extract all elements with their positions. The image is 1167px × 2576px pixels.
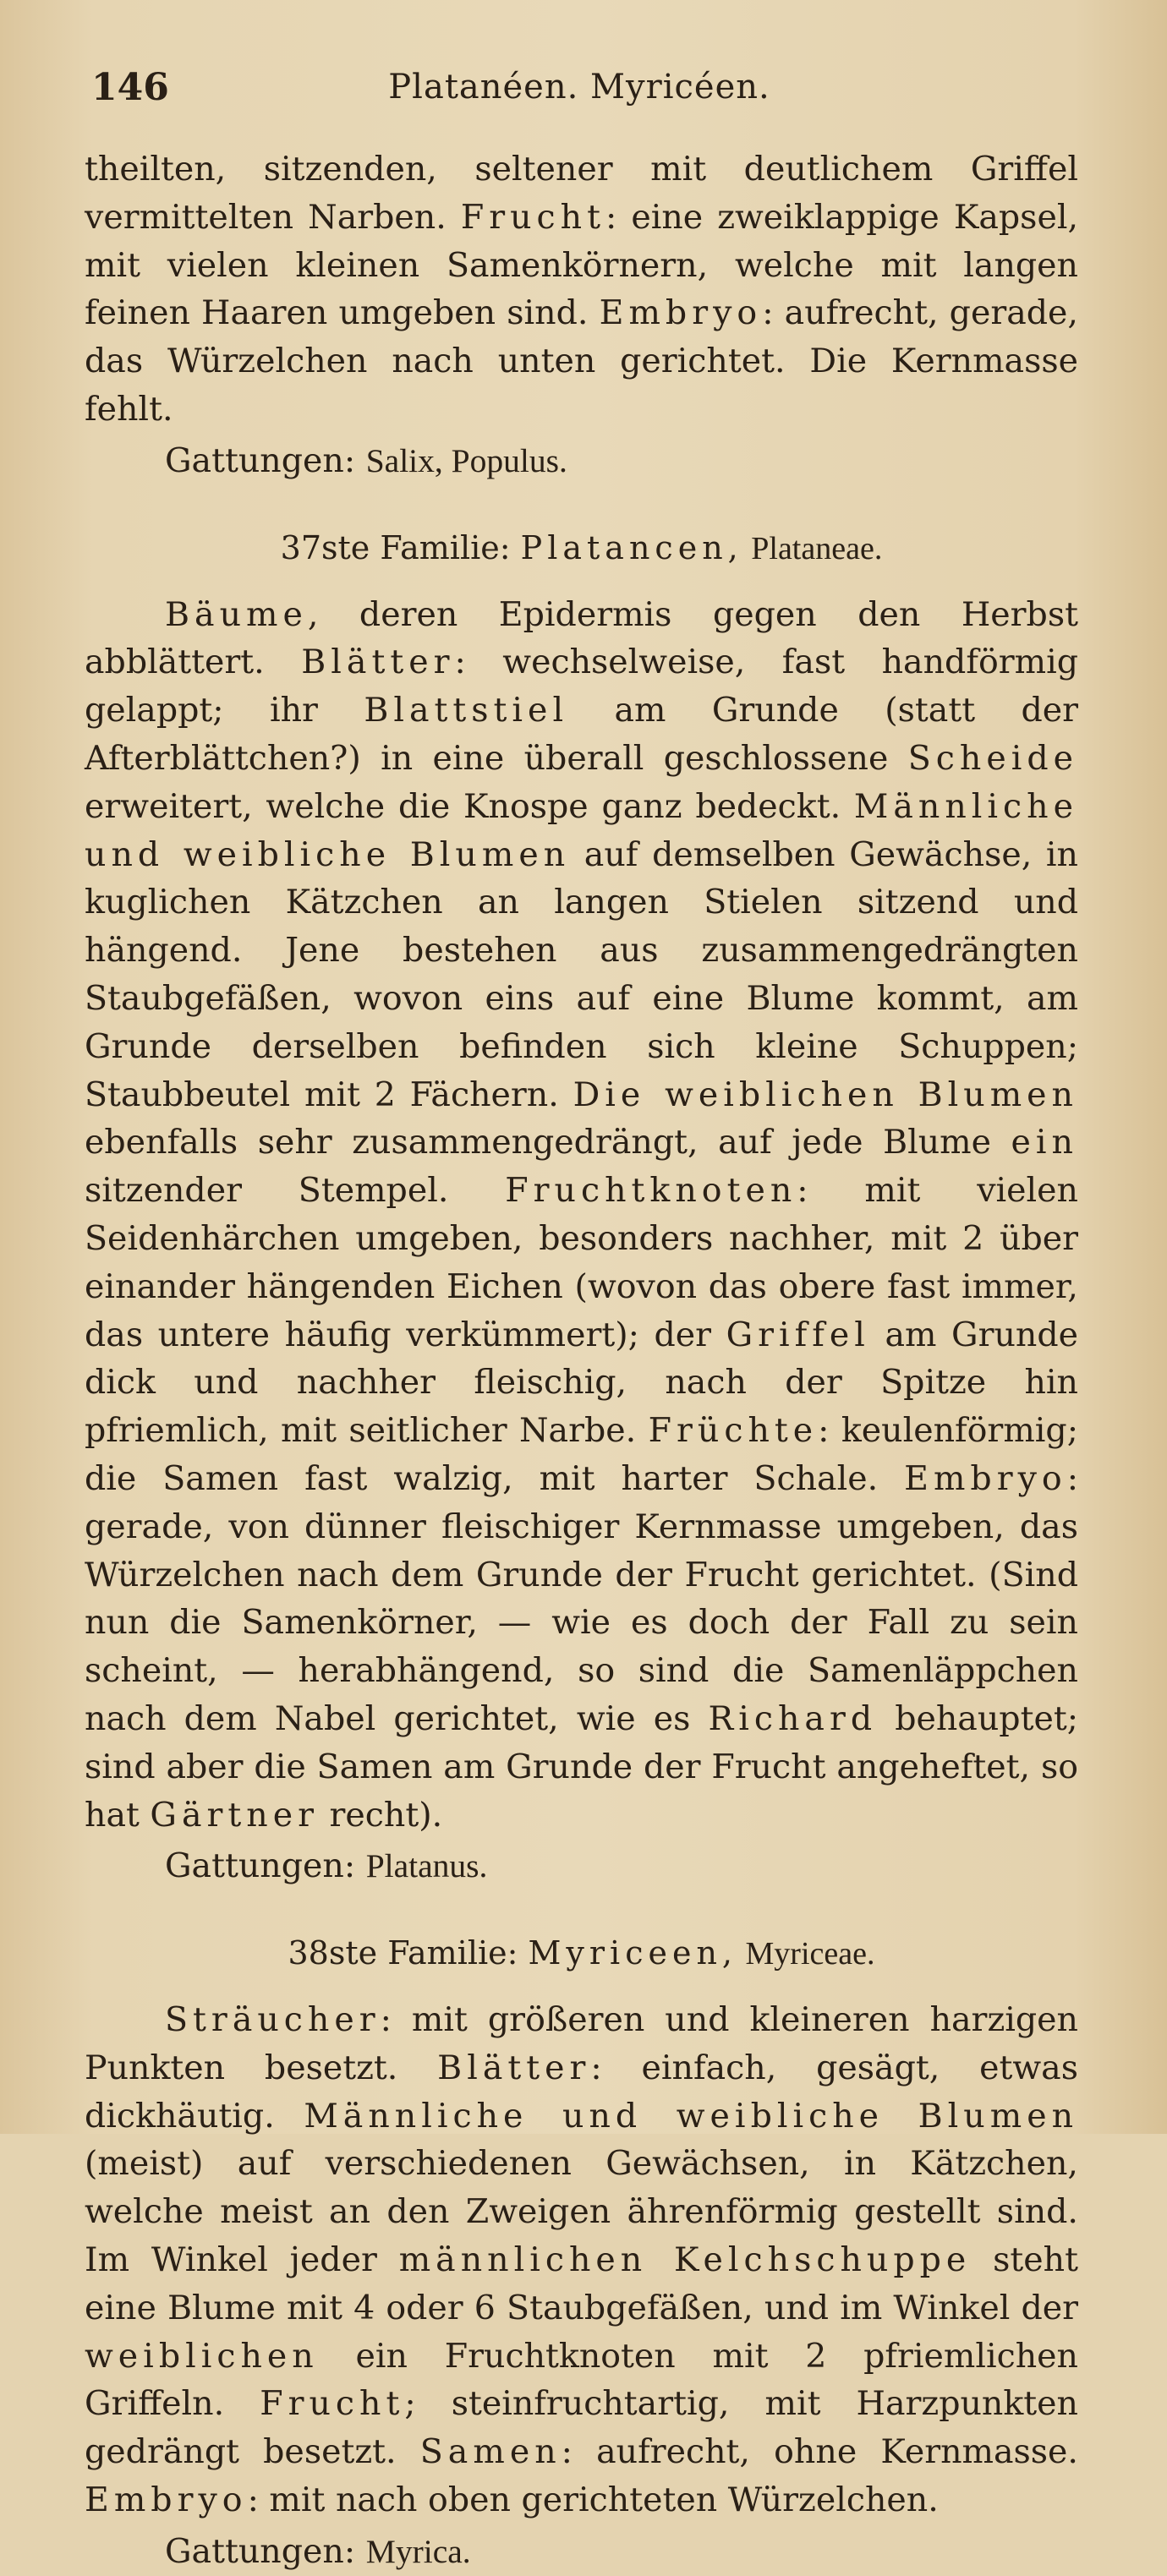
genera-line-salicineae: Gattungen: Salix, Populus. (165, 440, 567, 480)
page-header (85, 66, 1074, 117)
page-body (85, 145, 1078, 2576)
family-37-heading: 37ste Familie: Platancen, Plataneae. (280, 528, 883, 566)
salicineae-continuation: theilten, sitzenden, seltener mit deutlichem Griffel vermittelten Narben. Frucht: eine zweiklappige Kapsel, mit vielen kleinen Samenkörnern, welche mit langen feinen Haaren umgeben sind. Embryo: aufrecht, gerade, das Würzelchen nach unten gerichtet. Die Kernmasse fehlt. (85, 150, 1079, 429)
family-38-description: Sträucher: mit größeren und kleineren harzigen Punkten besetzt. Blätter: einfach, gesägt, etwas dickhäutig. Männliche und weibliche Blumen (meist) auf verschiedenen Gewächsen, in Kätzchen, welche meist an den Zweigen ährenförmig gestellt sind. Im Winkel jeder männlichen Kelchschuppe steht eine Blume mit 4 oder 6 Staubgefäßen, und im Winkel der weiblichen ein Fruchtknoten mit 2 pfriemlichen Griffeln. Frucht; steinfruchtartig, mit Harzpunkten gedrängt besetzt. Samen: aufrecht, ohne Kernmasse. Embryo: mit nach oben gerichteten Würzelchen. (85, 2000, 1079, 2520)
family-38-heading: 38ste Familie: Myriceen, Myriceae. (288, 1934, 875, 1972)
page-number: 146 (91, 66, 169, 109)
genera-line-plataneae: Gattungen: Platanus. (165, 1846, 488, 1886)
family-37-description: Bäume, deren Epidermis gegen den Herbst abblättert. Blätter: wechselweise, fast handförmig gelappt; ihr Blattstiel am Grunde (statt der Afterblättchen?) in eine überall geschlossene Scheide erweitert, welche die Knospe ganz bedeckt. Männliche und weibliche Blumen auf demselben Gewächse, in kuglichen Kätzchen an langen Stielen sitzend und hängend. Jene bestehen aus zusammengedrängten Staubgefäßen, wovon eins auf eine Blume kommt, am Grunde derselben befinden sich kleine Schuppen; Staubbeutel mit 2 Fächern. Die weiblichen Blumen ebenfalls sehr zusammengedrängt, auf jede Blume ein sitzender Stempel. Fruchtknoten: mit vielen Seidenhärchen umgeben, besonders nachher, mit 2 über einander hängenden Eichen (wovon das obere fast immer, das untere häufig verkümmert); der Griffel am Grunde dick und nachher fleischig, nach der Spitze hin pfriemlich, mit seitlicher Narbe. Früchte: keulenförmig; die Samen fast walzig, mit harter Schale. Embryo: gerade, von dünner fleischiger Kernmasse umgeben, das Würzelchen nach dem Grunde der Frucht gerichtet. (Sind nun die Samenkörner, — wie es doch der Fall zu sein scheint, — herabhängend, so sind die Samenläppchen nach dem Nabel gerichtet, wie es Richard behauptet; sind aber die Samen am Grunde der Frucht angeheftet, so hat Gärtner recht). (85, 594, 1078, 1835)
genera-line-myriceae: Gattungen: Myrica. (165, 2531, 471, 2571)
running-title: Platanéen. Myricéen. (388, 68, 770, 107)
